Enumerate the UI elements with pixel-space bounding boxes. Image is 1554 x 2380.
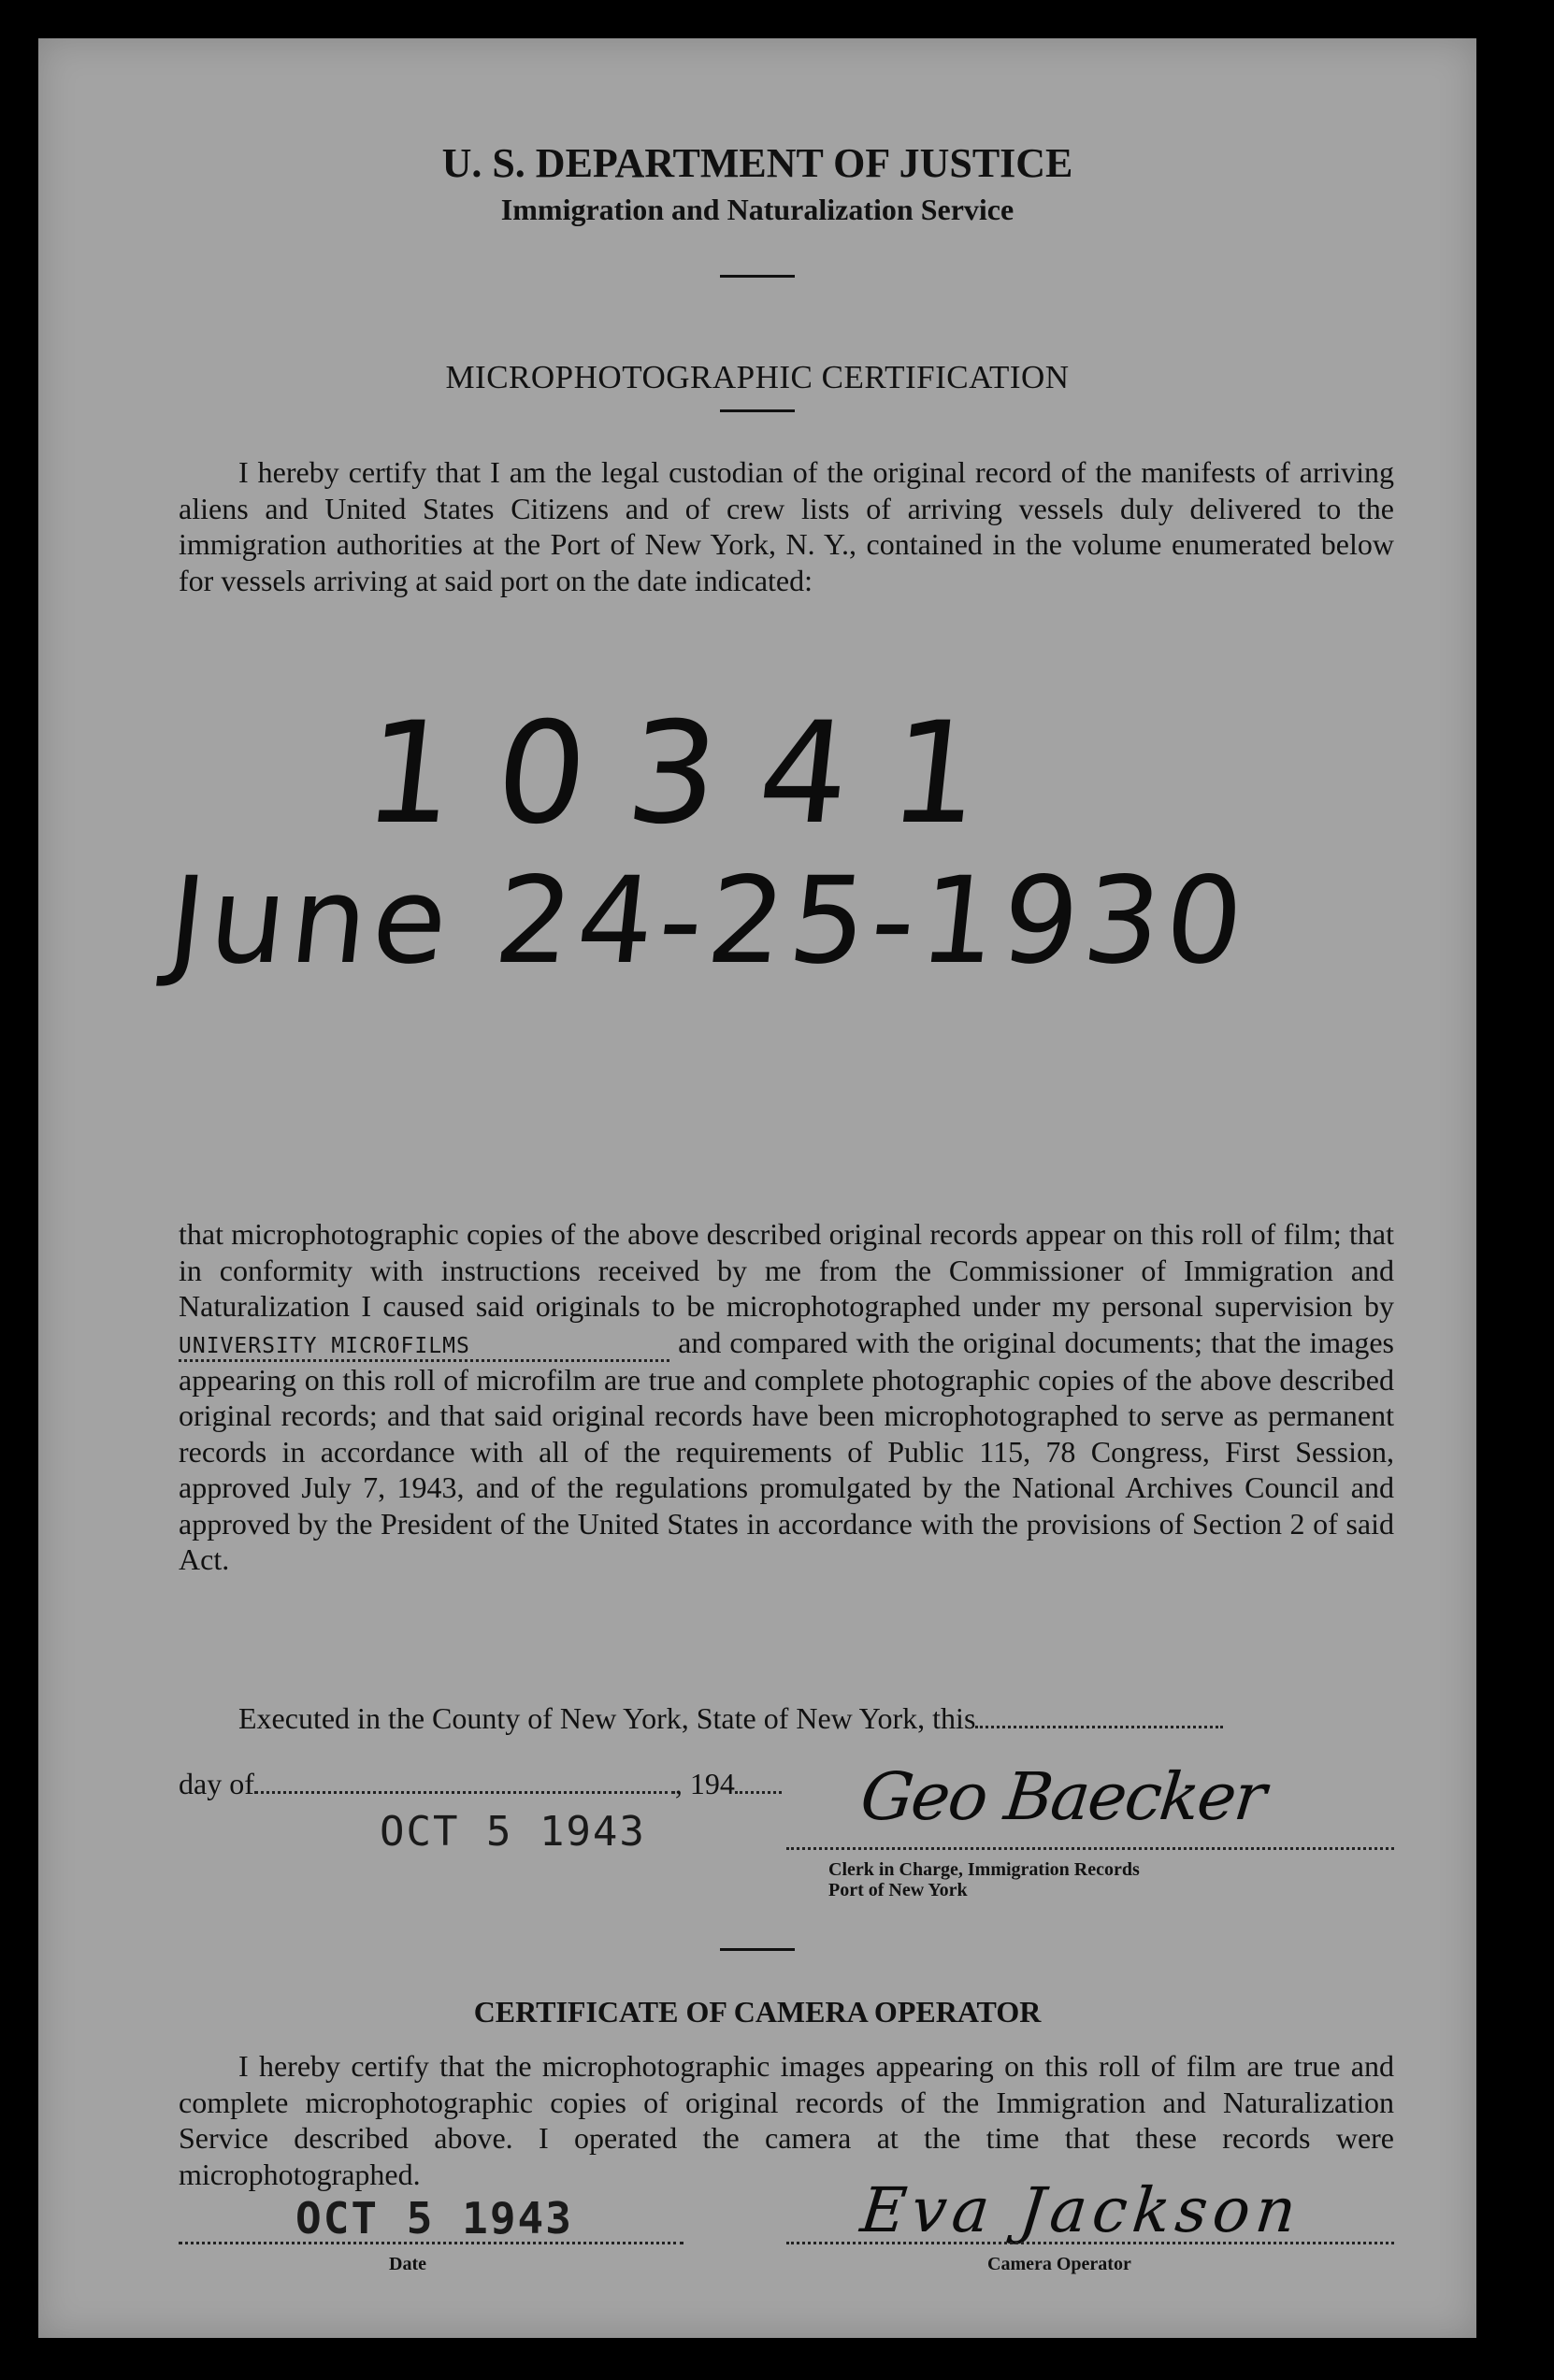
divider — [720, 275, 795, 278]
camera-stamp-date: OCT 5 1943 — [295, 2193, 573, 2244]
executed-line — [179, 1700, 1394, 1737]
supervisor-field — [179, 1329, 669, 1362]
clerk-signature-line — [786, 1847, 1394, 1850]
clerk-title: Clerk in Charge, Immigration Records — [828, 1859, 1140, 1880]
department-heading: U. S. DEPARTMENT OF JUSTICE — [441, 140, 1073, 186]
camera-operator-signature: Eva Jackson — [856, 2174, 1305, 2246]
handwritten-volume: 10341 — [356, 693, 1031, 855]
camera-operator-text: I hereby certify that the microphotographic images appearing on this roll of film are true and complete microphotographic copies of original records of the Immigration and Naturalization Service described above. I operated the camera at the time that these records were microphotographed. — [179, 2049, 1394, 2191]
operator-signature-line — [786, 2242, 1394, 2244]
body-paragraph — [179, 1216, 1394, 1578]
executed-text: Executed in the County of New York, State of New York, this — [238, 1701, 976, 1735]
operator-label: Camera Operator — [987, 2254, 1131, 2274]
intro-paragraph — [179, 454, 1394, 598]
body-text-after: and compared with the original documents; that the images appearing on this roll of microfilm are true and complete photographic copies of the above described original records; and that said original records have been microphotographed to serve as permanent records in accordance with all of the requirements of Public 115, 78 Congress, First Session, approved July 7, 1943, and of the regulations promulgated by the National Archives Council and approved by the President of the United States in accordance with the provisions of Section 2 of said Act. — [179, 1325, 1395, 1576]
day-of-line — [179, 1766, 782, 1802]
divider — [720, 409, 795, 412]
intro-text: I hereby certify that I am the legal custodian of the original record of the manifests of arriving aliens and United States Citizens and of crew lists of arriving vessels duly delivered to the immigration authorities at the Port of New York, N. Y., contained in the volume enumerated below for vessels arriving at said port on the date indicated: — [179, 455, 1394, 597]
supervisor-name: UNIVERSITY MICROFILMS — [179, 1333, 470, 1358]
year-suffix: , 194 — [674, 1767, 735, 1800]
certification-title: MICROPHOTOGRAPHIC CERTIFICATION — [445, 359, 1070, 395]
date-label: Date — [389, 2254, 426, 2274]
clerk-signature: Geo Baecker — [856, 1758, 1269, 1835]
clerk-port: Port of New York — [828, 1880, 968, 1900]
executed-stamp-date: OCT 5 1943 — [380, 1808, 646, 1856]
day-of-label: day of — [179, 1767, 254, 1800]
handwritten-dates: June 24-25-1930 — [162, 852, 1256, 991]
camera-operator-paragraph — [179, 2048, 1394, 2192]
certificate-sheet — [38, 38, 1476, 2338]
divider — [720, 1948, 795, 1951]
body-text-before: that microphotographic copies of the above described original records appear on this roll of film; that in conformity with instructions received by me from the Commissioner of Immigration and Naturalization I caused said originals to be microphotographed under my personal supervision by — [179, 1217, 1394, 1323]
camera-operator-title: CERTIFICATE OF CAMERA OPERATOR — [473, 1995, 1042, 2029]
date-line — [179, 2242, 683, 2244]
service-subheading: Immigration and Naturalization Service — [500, 193, 1014, 226]
